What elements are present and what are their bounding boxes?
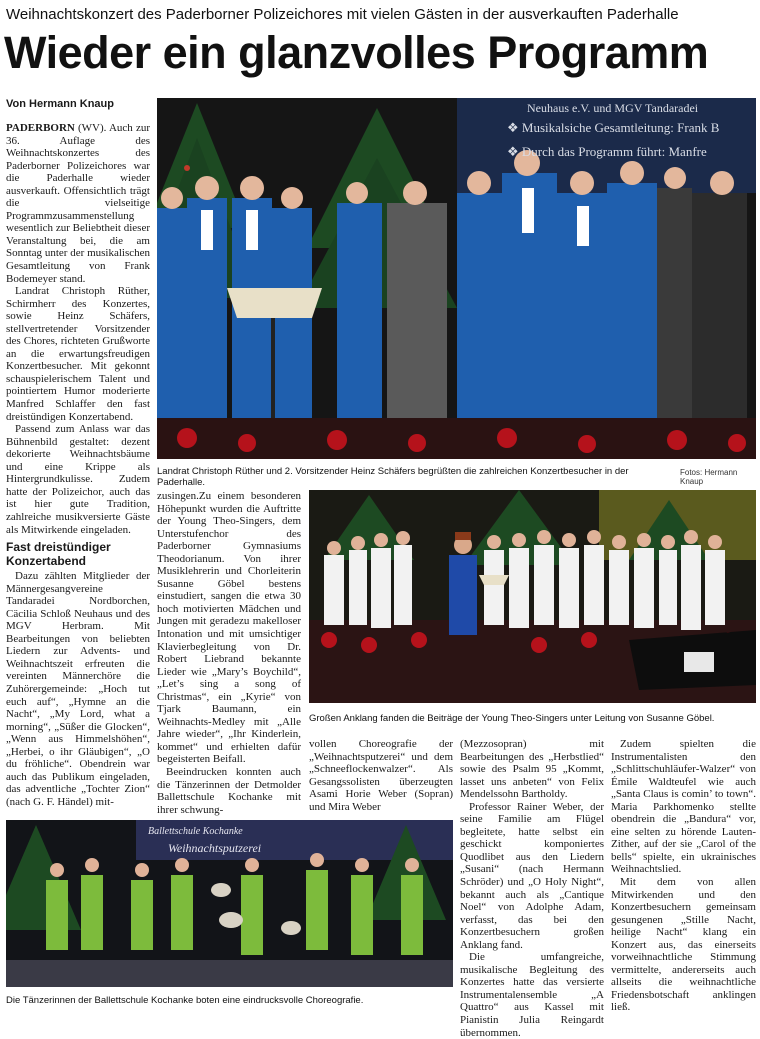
dateline: PADERBORN — [6, 122, 75, 134]
middle-photo-caption: Großen Anklang fanden die Beiträge der Young Theo-Singers unter Leitung von Susanne Göbel. — [309, 713, 715, 724]
subhead: Fast dreistündiger Konzertabend — [6, 540, 111, 569]
top-photo-caption: Landrat Christoph Rüther und 2. Vorsitzender Heinz Schäfers begrüßten die zahlreichen Konzertbesucher in der Paderhalle. — [157, 466, 629, 488]
kicker: Weihnachtskonzert des Paderborner Polizeichores mit vielen Gästen in der ausverkauften Paderhalle — [6, 6, 679, 23]
paragraph: Zudem spielten die Instrumentalisten den „Schlittschuhläufer-Walzer“ von Émile Waldteufel wie auch „Santa Claus is comin’ to town“. Maria Parkhomenko stellte obendrein die „Bandura“ vor, eine selten zu hörende Lauten-Zither, auf der sie „Carol of the bells“ spielte, ein ukrainisches Weihnachtslied. — [611, 738, 756, 876]
paragraph: Mit dem von allen Mitwirkenden und den Konzertbesuchern gemeinsam gesungenen „Stille Nacht, heilige Nacht“ klang ein Konzert aus, das einerseits vorweihnachtliche Stimmung vermittelte, andererseits auch allseits die weihnachtliche Friedensbotschaft anklingen ließ. — [611, 876, 756, 1014]
column-3 — [309, 738, 453, 813]
column-1 — [6, 98, 150, 808]
photo-young-theo-singers — [309, 490, 756, 703]
screen-text-1: Neuhaus e.V. und MGV Tandaradei — [527, 101, 699, 115]
byline: Von Hermann Knaup — [6, 98, 114, 110]
paragraph: Die umfangreiche, musikalische Begleitung des Konzertes hatte das versierte Instrumentalensemble „A Quattro“ aus Kassel mit Pianistin Julia Reingardt übernommen. — [460, 951, 604, 1039]
screen-text-2: ❖ Musikalsiche Gesamtleitung: Frank B — [507, 120, 720, 135]
bottom-photo-caption: Die Tänzerinnen der Ballettschule Kochanke boten eine eindrucksvolle Choreografie. — [6, 995, 364, 1006]
grand-piano — [629, 630, 756, 690]
paragraph: zusingen.Zu einem besonderen Höhepunkt wurden die Auftritte der Young Theo-Singers, dem Unterstufenchor des Paderborner Gymnasiums Theodorianum. Von ihrer Musiklehrerin und Chorleiterin Susanne Göbel bestens einstudiert, sangen die etwa 30 hoch motivierten Mädchen und Jungen mit geradezu makelloser Intonation und mit umsichtiger Klavierbegleitung von Dr. Robert Liebrand bekannte Lieder wie „Mary’s Boychild“, „Let’s sing a song of Christmas“, ein „Kyrie“ von Tjark Baumann, ein Weihnachts-Medley mit „Alle Jahre wieder“, „Ihr Kinderlein, kommet“ und erhielten dafür begeisterten Beifall. — [157, 490, 301, 766]
music-stand-icon — [479, 575, 509, 585]
paragraph: (Mezzosopran) mit Bearbeitungen des „Herbstlied“ sowie des Psalm 95 „Kommt, lasset uns anbeten“ von Felix Mendelssohn Bartholdy. — [460, 738, 604, 801]
banner-text-1: Ballettschule Kochanke — [148, 826, 243, 837]
paragraph-text: (WV). Auch zur 36. Auflage des Weihnachtskonzertes des Paderborner Polizeichores war die Paderhalle wieder ausverkauft. Offensichtlich trägt die vielseitige Programmzusammenstellung wesentlich zur Beliebtheit dieser Veranstaltung bei, die am Sonntag unter der musikalischen Gesamtleitung von Frank Bodemeyer stand. — [6, 122, 150, 285]
paragraph: Landrat Christoph Rüther, Schirmherr des Konzertes, sowie Heinz Schäfers, stellvertretender Vorsitzender des Chores, richteten Grußworte an die erwartungsfreudigen Konzertbesucher. Mit gekonnt schauspielerischem Talent und pointiertem Humor moderierte Manfred Schlaffer den fast dreistündigen Konzertabend. — [6, 285, 150, 423]
photo-choir-stage — [157, 98, 756, 459]
banner-text-2: Weihnachtsputzerei — [168, 841, 262, 855]
paragraph: Passend zum Anlass war das Bühnenbild gestaltet: dezent dekorierte Weihnachtsbäume und eine Krippe als Hintergrundkulisse. Zudem hatte der Polizeichor, auch das ist hier gute Tradition, zahlreiche musikversierte Gäste als Mitwirkende eingeladen. — [6, 423, 150, 536]
paragraph: Dazu zählten Mitglieder der Männergesangvereine Tandaradei Nordborchen, Cäcilia Schloß Neuhaus und des MGV Herbram. Mit Bearbeitungen von beliebten Liedern zur Advents- und Weihnachtszeit erfreuten die vereinten Männerchöre die Zuhörergemeinde: „Hoch tut euch auf“, „Hymne an die Nacht“, „My Lord, what a morning“, „Süßer die Glocken“, „Wenn aus Himmelshöhen“, „Herbei, o ihr Gläubigen“, „O du fröhliche“. Obendrein war auch das Publikum eingeladen, das adventliche „Tochter Zion“ (nach G. F. Händel) mit- — [6, 570, 150, 808]
headline: Wieder ein glanzvolles Programm — [4, 27, 709, 78]
column-5 — [611, 738, 756, 1014]
column-1-text — [6, 122, 150, 808]
photo-credit: Fotos: Hermann Knaup — [680, 468, 738, 486]
column-4 — [460, 738, 604, 1039]
screen-text-3: ❖ Durch das Programm führt: Manfre — [507, 144, 707, 159]
column-2 — [157, 490, 301, 816]
paragraph — [6, 122, 150, 285]
paragraph: Professor Rainer Weber, der seine Familie am Flügel begleitete, hatte selbst ein geschickt komponiertes Quodlibet aus den Liedern „Susani“ (nach Hermann Schröder) und „O Holy Night“, bekannt auch als „Cantique Noel“ von Adolphe Adam, verfasst, das bei den Konzertbesuchern großen Anklang fand. — [460, 800, 604, 951]
photo-ballet-dancers — [6, 820, 453, 987]
paragraph: Beeindrucken konnten auch die Tänzerinnen der Detmolder Ballettschule Kochanke mit ihrer schwung- — [157, 766, 301, 816]
paragraph: vollen Choreografie der „Weihnachtsputzerei“ und dem „Schneeflockenwalzer“. Als Gesangssolisten überzeugten Asami Horie Weber (Sopran) und Mira Weber — [309, 738, 453, 813]
